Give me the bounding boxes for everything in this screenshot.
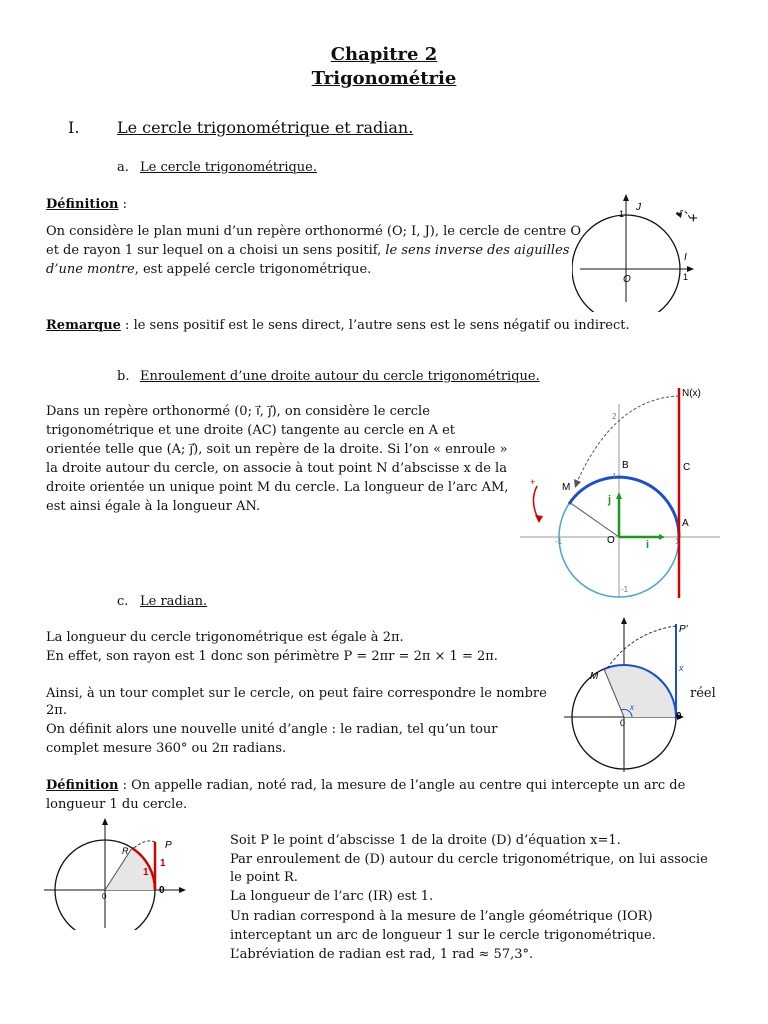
- label-N: N(x): [682, 388, 701, 399]
- definition1-heading: Définition :: [46, 197, 127, 212]
- radian-line5: On définit alors une nouvelle unité d’angle : le radian, tel qu’un tour: [46, 722, 498, 737]
- vector-j-arrow-icon: [616, 492, 622, 499]
- sub-a-letter: a.: [117, 160, 129, 175]
- y-axis-arrow-icon: [102, 818, 108, 825]
- radius-OM: [569, 502, 619, 537]
- label-O: 0: [102, 892, 107, 901]
- label-one-arc: 1: [143, 867, 149, 878]
- radian-line2: En effet, son rayon est 1 donc son périmètre P = 2πr = 2π × 1 = 2π.: [46, 649, 498, 664]
- enroulement-line5: droite orientée un unique point M du cercle. La longueur de l’arc AM,: [46, 480, 509, 495]
- x-axis-arrow-icon: [179, 887, 186, 893]
- tick-1-right: 1: [675, 537, 680, 546]
- label-plus: +: [689, 210, 698, 227]
- section-number: I.: [68, 118, 80, 137]
- label-i: i: [646, 539, 650, 551]
- enroulement-line1: Dans un repère orthonormé (0; i⃗, j⃗), on considère le cercle: [46, 404, 430, 419]
- y-axis-arrow-icon: [621, 617, 627, 624]
- radian-line1: La longueur du cercle trigonométrique est égale à 2π.: [46, 630, 404, 645]
- one-radian-figure: [42, 818, 187, 930]
- label-J: J: [636, 202, 641, 213]
- definition2-line1: Définition : On appelle radian, noté rad, la mesure de l’angle au centre qui intercepte un arc de: [46, 778, 686, 793]
- label-one-x: 1: [683, 272, 689, 282]
- radian-line6: complet mesure 360° ou 2π radians.: [46, 741, 287, 756]
- label-M: M: [562, 482, 571, 493]
- final-line1: Soit P le point d’abscisse 1 de la droite (D) d’équation x=1.: [230, 833, 621, 848]
- winding-figure: [515, 382, 730, 600]
- tick-minus1-left: -1: [555, 537, 563, 546]
- radian-circle-figure: [562, 614, 692, 774]
- label-x-angle: x: [630, 703, 634, 712]
- orientation-arrow-icon: [535, 515, 543, 523]
- enroulement-line4: la droite autour du cercle, on associe à tout point N d’abscisse x de la: [46, 461, 507, 476]
- label-j: j: [608, 494, 612, 506]
- enroulement-line2: trigonométrique et une droite (AC) tangente au cercle en A et: [46, 423, 456, 438]
- winding-arrow-icon: [574, 479, 581, 488]
- label-C: C: [683, 462, 691, 473]
- vector-i-arrow-icon: [659, 534, 665, 540]
- label-P: P': [679, 624, 688, 635]
- tick-1-top: 1: [612, 472, 617, 481]
- final-line6: interceptant un arc de longueur 1 sur le cercle trigonométrique.: [230, 928, 656, 943]
- tick-2: 2: [612, 412, 617, 421]
- enroulement-line3: orientée telle que (A; j⃗), soit un repère de la droite. Si l’on « enroule »: [46, 442, 508, 457]
- definition1-line3: d’une montre, est appelé cercle trigonométrique.: [46, 262, 372, 277]
- chapter-title: Chapitre 2: [330, 44, 438, 65]
- orientation-arc: [533, 486, 539, 520]
- definition1-line2: et de rayon 1 sur lequel on a choisi un sens positif, le sens inverse des aiguilles: [46, 243, 570, 258]
- final-line4: La longueur de l’arc (IR) est 1.: [230, 889, 434, 904]
- definition2-line2: longueur 1 du cercle.: [46, 797, 188, 812]
- label-one-line: 1: [160, 858, 166, 869]
- section-title: Le cercle trigonométrique et radian.: [117, 118, 414, 137]
- sub-c-letter: c.: [117, 594, 129, 609]
- label-M: M: [590, 671, 599, 682]
- y-axis-arrow-icon: [623, 194, 629, 201]
- subject-title: Trigonométrie: [311, 68, 457, 89]
- label-one-axis: 0: [159, 885, 165, 896]
- radian-line3: Ainsi, à un tour complet sur le cercle, on peut faire correspondre le nombre: [46, 686, 547, 701]
- sub-a-title: Le cercle trigonométrique.: [140, 160, 317, 175]
- enroulement-line6: est ainsi égale à la longueur AN.: [46, 499, 261, 514]
- radian-line3-end: réel: [690, 686, 716, 701]
- remarque: Remarque : le sens positif est le sens direct, l’autre sens est le sens négatif ou indirect.: [46, 318, 630, 333]
- label-O: O: [607, 535, 615, 546]
- final-line5: Un radian correspond à la mesure de l’angle géométrique (IOR): [230, 909, 653, 924]
- arc-AM: [569, 477, 679, 537]
- sub-b-title: Enroulement d’une droite autour du cercle trigonométrique.: [140, 369, 540, 384]
- trig-circle-figure: [572, 192, 722, 312]
- definition1-line1: On considère le plan muni d’un repère orthonormé (O; I, J), le cercle de centre O: [46, 224, 581, 239]
- sub-c-title: Le radian.: [140, 594, 208, 609]
- label-R: R: [122, 846, 129, 856]
- label-x-line: x: [679, 663, 684, 673]
- sub-b-letter: b.: [117, 369, 130, 384]
- final-line3: le point R.: [230, 870, 298, 885]
- label-I: I: [684, 252, 687, 263]
- sector-fill: [604, 665, 676, 717]
- label-one-y: 1: [619, 209, 625, 219]
- label-A: A: [682, 518, 689, 529]
- tick-minus1-bottom: -1: [621, 585, 629, 594]
- label-one: 0: [676, 711, 682, 722]
- label-B: B: [622, 460, 629, 471]
- x-axis-arrow-icon: [687, 266, 694, 272]
- winding-dashed-arc: [134, 841, 155, 848]
- final-line7: L’abréviation de radian est rad, 1 rad ≈ 57,3°.: [230, 947, 534, 962]
- label-plus: +: [530, 477, 536, 487]
- label-O: O: [623, 274, 631, 285]
- winding-dashed-arc: [606, 626, 676, 670]
- final-line2: Par enroulement de (D) autour du cercle trigonométrique, on lui associe: [230, 852, 708, 867]
- radian-line4: 2π.: [46, 703, 67, 718]
- label-O: 0: [620, 718, 626, 728]
- label-P: P: [165, 840, 172, 851]
